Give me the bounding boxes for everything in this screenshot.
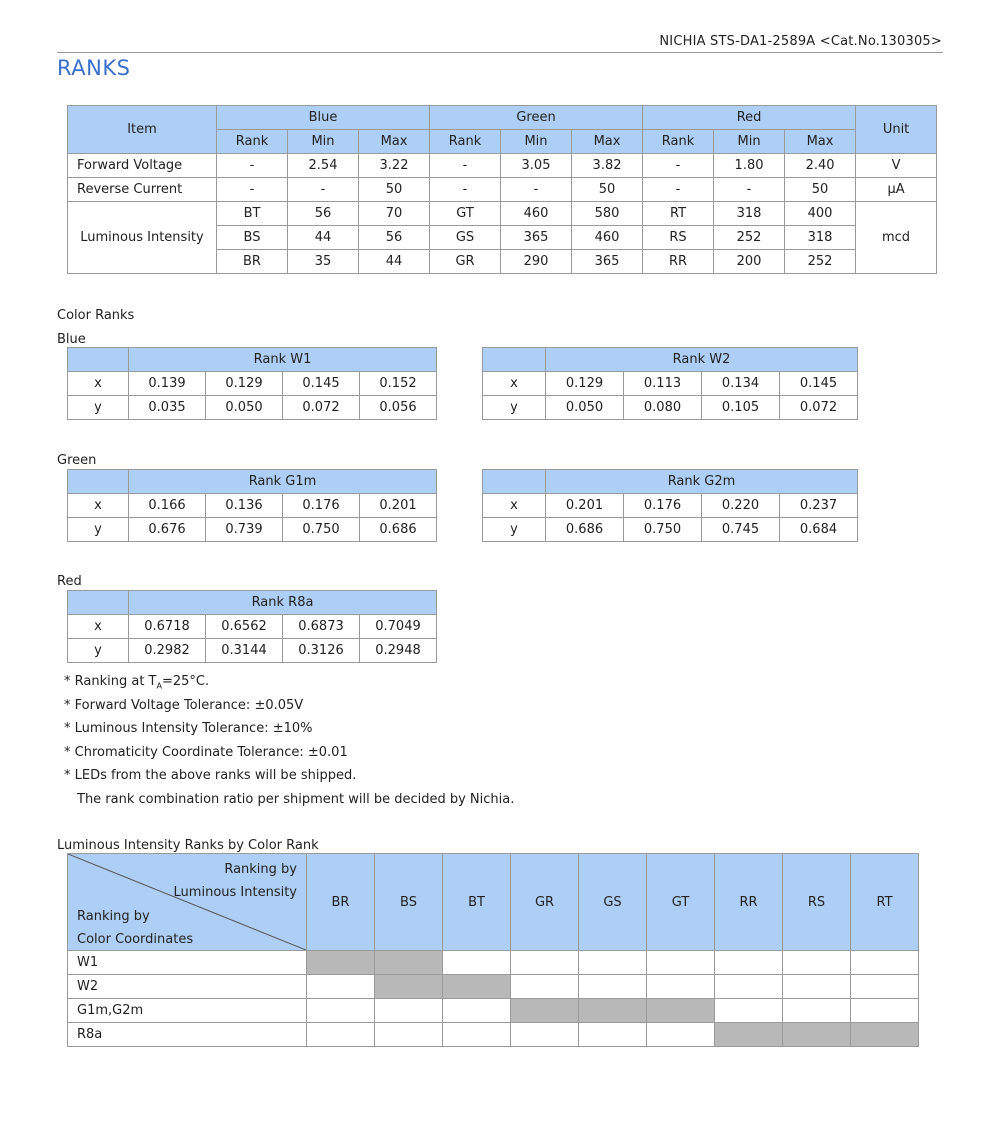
table-cell: 2.40 xyxy=(785,154,856,178)
combo-row xyxy=(68,1023,919,1047)
table-cell: GR xyxy=(430,250,501,274)
note-item: * LEDs from the above ranks will be shipped. xyxy=(64,768,357,783)
table-cell: 0.6562 xyxy=(206,615,283,639)
rank-g1m-table xyxy=(67,469,437,542)
table-cell: - xyxy=(217,178,288,202)
item-header: Item xyxy=(68,106,217,154)
table-cell: 0.201 xyxy=(360,494,437,518)
combo-cell xyxy=(647,1023,715,1047)
combo-cell xyxy=(647,951,715,975)
combo-heading: Luminous Intensity Ranks by Color Rank xyxy=(57,838,319,853)
table-cell: - xyxy=(430,178,501,202)
table-row xyxy=(68,178,937,202)
combo-cell xyxy=(511,1023,579,1047)
combo-cell xyxy=(579,951,647,975)
table-cell: - xyxy=(288,178,359,202)
table-cell: 0.129 xyxy=(206,372,283,396)
table-cell: 0.166 xyxy=(129,494,206,518)
table-cell: 318 xyxy=(714,202,785,226)
table-cell: 318 xyxy=(785,226,856,250)
corner-header xyxy=(68,854,307,951)
table-cell: 0.2982 xyxy=(129,639,206,663)
table-cell: 0.056 xyxy=(360,396,437,420)
table-cell: 0.3126 xyxy=(283,639,360,663)
coord-label: y xyxy=(483,396,546,420)
notes-list xyxy=(64,670,514,811)
unit-cell: μA xyxy=(856,178,937,202)
combo-row xyxy=(68,975,919,999)
table-cell: GT xyxy=(430,202,501,226)
combo-cell xyxy=(579,975,647,999)
table-cell: GS xyxy=(430,226,501,250)
table-cell: 580 xyxy=(572,202,643,226)
table-cell: 1.80 xyxy=(714,154,785,178)
table-cell: 0.237 xyxy=(780,494,858,518)
table-cell: 35 xyxy=(288,250,359,274)
sub-header: Min xyxy=(288,130,359,154)
row-label: Forward Voltage xyxy=(68,154,217,178)
table-cell: 0.139 xyxy=(129,372,206,396)
combo-cell xyxy=(783,975,851,999)
table-cell: 0.7049 xyxy=(360,615,437,639)
column-header: BS xyxy=(375,854,443,951)
coord-label: x xyxy=(68,494,129,518)
color-ranks-heading: Color Ranks xyxy=(57,308,135,323)
rank-title: Rank W2 xyxy=(546,348,858,372)
coord-label: y xyxy=(68,518,129,542)
table-cell: 0.136 xyxy=(206,494,283,518)
combo-table xyxy=(67,853,919,1047)
table-row xyxy=(68,202,937,226)
combo-cell xyxy=(307,951,375,975)
column-header: BT xyxy=(443,854,511,951)
note-item: * Luminous Intensity Tolerance: ±10% xyxy=(64,721,313,736)
combo-cell xyxy=(783,951,851,975)
table-cell: 200 xyxy=(714,250,785,274)
combo-cell xyxy=(375,975,443,999)
rank-w2-table xyxy=(482,347,858,420)
table-cell: 0.6718 xyxy=(129,615,206,639)
combo-cell xyxy=(443,1023,511,1047)
table-cell: 50 xyxy=(359,178,430,202)
table-cell: 290 xyxy=(501,250,572,274)
table-cell: 0.113 xyxy=(624,372,702,396)
table-cell: 0.220 xyxy=(702,494,780,518)
table-cell: 50 xyxy=(785,178,856,202)
table-cell: - xyxy=(430,154,501,178)
combo-cell xyxy=(375,951,443,975)
combo-cell xyxy=(511,975,579,999)
table-cell: 0.176 xyxy=(283,494,360,518)
coord-label: x xyxy=(483,372,546,396)
rank-title: Rank R8a xyxy=(129,591,437,615)
note-item: * Chromaticity Coordinate Tolerance: ±0.01 xyxy=(64,744,348,760)
sub-header: Max xyxy=(572,130,643,154)
note-text: =25°C. xyxy=(161,674,210,689)
column-header: RT xyxy=(851,854,919,951)
table-cell: - xyxy=(501,178,572,202)
column-header: RS xyxy=(783,854,851,951)
combo-cell xyxy=(647,999,715,1023)
note-item: The rank combination ratio per shipment will be decided by Nichia. xyxy=(77,791,515,807)
sub-header: Min xyxy=(501,130,572,154)
combo-row-label: W1 xyxy=(68,951,307,975)
corner-top-line: Ranking by xyxy=(224,862,297,877)
sub-header: Max xyxy=(785,130,856,154)
combo-cell xyxy=(511,999,579,1023)
table-cell: 365 xyxy=(501,226,572,250)
table-cell: 0.145 xyxy=(780,372,858,396)
table-cell: 3.05 xyxy=(501,154,572,178)
table-cell: 0.684 xyxy=(780,518,858,542)
corner-bottom-line: Color Coordinates xyxy=(77,932,194,947)
table-cell: 0.035 xyxy=(129,396,206,420)
rank-title: Rank W1 xyxy=(129,348,437,372)
rank-r8a-table xyxy=(67,590,437,663)
note-item xyxy=(64,670,514,694)
table-cell: 3.22 xyxy=(359,154,430,178)
green-label: Green xyxy=(57,453,97,468)
table-cell: 460 xyxy=(572,226,643,250)
blue-label: Blue xyxy=(57,332,86,347)
column-header: GR xyxy=(511,854,579,951)
row-label: Luminous Intensity xyxy=(68,202,217,274)
note-subscript: A xyxy=(156,681,162,691)
header-rule xyxy=(57,52,943,53)
combo-cell xyxy=(783,1023,851,1047)
red-group-header: Red xyxy=(643,106,856,130)
table-cell: - xyxy=(643,178,714,202)
rank-title: Rank G1m xyxy=(129,470,437,494)
table-cell: 2.54 xyxy=(288,154,359,178)
combo-cell xyxy=(443,999,511,1023)
unit-cell: mcd xyxy=(856,202,937,274)
green-group-header: Green xyxy=(430,106,643,130)
table-cell: 0.3144 xyxy=(206,639,283,663)
combo-cell xyxy=(443,975,511,999)
sub-header: Min xyxy=(714,130,785,154)
coord-label: x xyxy=(68,615,129,639)
table-cell: 0.072 xyxy=(283,396,360,420)
rank-g2m-table xyxy=(482,469,858,542)
red-label: Red xyxy=(57,574,82,589)
combo-cell xyxy=(851,1023,919,1047)
table-cell: 0.072 xyxy=(780,396,858,420)
combo-cell xyxy=(851,975,919,999)
table-cell: 0.739 xyxy=(206,518,283,542)
sub-header: Max xyxy=(359,130,430,154)
combo-cell xyxy=(579,999,647,1023)
combo-cell xyxy=(647,975,715,999)
table-cell: BT xyxy=(217,202,288,226)
table-cell: 0.750 xyxy=(283,518,360,542)
table-cell: 0.050 xyxy=(206,396,283,420)
table-cell: RT xyxy=(643,202,714,226)
table-cell: 0.686 xyxy=(360,518,437,542)
coord-label: x xyxy=(483,494,546,518)
corner-bottom-label xyxy=(77,909,193,948)
combo-row xyxy=(68,951,919,975)
table-cell: 56 xyxy=(288,202,359,226)
combo-cell xyxy=(851,951,919,975)
coord-label: y xyxy=(68,396,129,420)
table-cell: 50 xyxy=(572,178,643,202)
table-cell: 252 xyxy=(714,226,785,250)
unit-header: Unit xyxy=(856,106,937,154)
column-header: RR xyxy=(715,854,783,951)
table-cell: 0.6873 xyxy=(283,615,360,639)
rank-title: Rank G2m xyxy=(546,470,858,494)
table-cell: 0.050 xyxy=(546,396,624,420)
combo-cell xyxy=(307,975,375,999)
combo-cell xyxy=(715,999,783,1023)
combo-cell xyxy=(511,951,579,975)
document-reference: NICHIA STS-DA1-2589A <Cat.No.130305> xyxy=(659,34,942,49)
page-title: RANKS xyxy=(57,56,131,80)
sub-header: Rank xyxy=(430,130,501,154)
table-cell: 0.134 xyxy=(702,372,780,396)
sub-header: Rank xyxy=(643,130,714,154)
column-header: BR xyxy=(307,854,375,951)
table-cell: 0.676 xyxy=(129,518,206,542)
table-cell: BS xyxy=(217,226,288,250)
combo-row-label: G1m,G2m xyxy=(68,999,307,1023)
combo-row xyxy=(68,999,919,1023)
table-cell: 70 xyxy=(359,202,430,226)
table-cell: 0.176 xyxy=(624,494,702,518)
blue-group-header: Blue xyxy=(217,106,430,130)
rank-w1-table xyxy=(67,347,437,420)
table-cell: 0.745 xyxy=(702,518,780,542)
table-cell: 0.2948 xyxy=(360,639,437,663)
table-cell: RR xyxy=(643,250,714,274)
table-cell: - xyxy=(217,154,288,178)
combo-cell xyxy=(307,1023,375,1047)
row-label: Reverse Current xyxy=(68,178,217,202)
corner-bottom-line: Ranking by xyxy=(77,909,150,924)
table-cell: 44 xyxy=(359,250,430,274)
combo-cell xyxy=(715,1023,783,1047)
note-item: * Forward Voltage Tolerance: ±0.05V xyxy=(64,697,304,713)
combo-cell xyxy=(579,1023,647,1047)
table-cell: 400 xyxy=(785,202,856,226)
coord-label: y xyxy=(483,518,546,542)
table-cell: 56 xyxy=(359,226,430,250)
table-cell: 0.152 xyxy=(360,372,437,396)
table-cell: 44 xyxy=(288,226,359,250)
combo-cell xyxy=(443,951,511,975)
table-cell: 0.686 xyxy=(546,518,624,542)
combo-row-label: W2 xyxy=(68,975,307,999)
table-row xyxy=(68,154,937,178)
table-cell: 0.201 xyxy=(546,494,624,518)
table-cell: 3.82 xyxy=(572,154,643,178)
table-cell: 365 xyxy=(572,250,643,274)
ranks-table xyxy=(67,105,937,274)
combo-cell xyxy=(307,999,375,1023)
combo-cell xyxy=(715,975,783,999)
combo-row-label: R8a xyxy=(68,1023,307,1047)
column-header: GS xyxy=(579,854,647,951)
table-cell: 0.750 xyxy=(624,518,702,542)
combo-cell xyxy=(715,951,783,975)
table-cell: 0.129 xyxy=(546,372,624,396)
combo-cell xyxy=(851,999,919,1023)
corner-top-label xyxy=(174,862,297,901)
table-cell: - xyxy=(643,154,714,178)
table-cell: - xyxy=(714,178,785,202)
coord-label: x xyxy=(68,372,129,396)
table-cell: BR xyxy=(217,250,288,274)
corner-top-line: Luminous Intensity xyxy=(173,885,297,900)
note-text: * Ranking at T xyxy=(64,674,157,689)
table-cell: 0.105 xyxy=(702,396,780,420)
table-cell: 460 xyxy=(501,202,572,226)
combo-cell xyxy=(375,999,443,1023)
table-cell: RS xyxy=(643,226,714,250)
table-cell: 0.080 xyxy=(624,396,702,420)
sub-header: Rank xyxy=(217,130,288,154)
combo-cell xyxy=(783,999,851,1023)
unit-cell: V xyxy=(856,154,937,178)
combo-cell xyxy=(375,1023,443,1047)
table-cell: 0.145 xyxy=(283,372,360,396)
column-header: GT xyxy=(647,854,715,951)
coord-label: y xyxy=(68,639,129,663)
table-cell: 252 xyxy=(785,250,856,274)
